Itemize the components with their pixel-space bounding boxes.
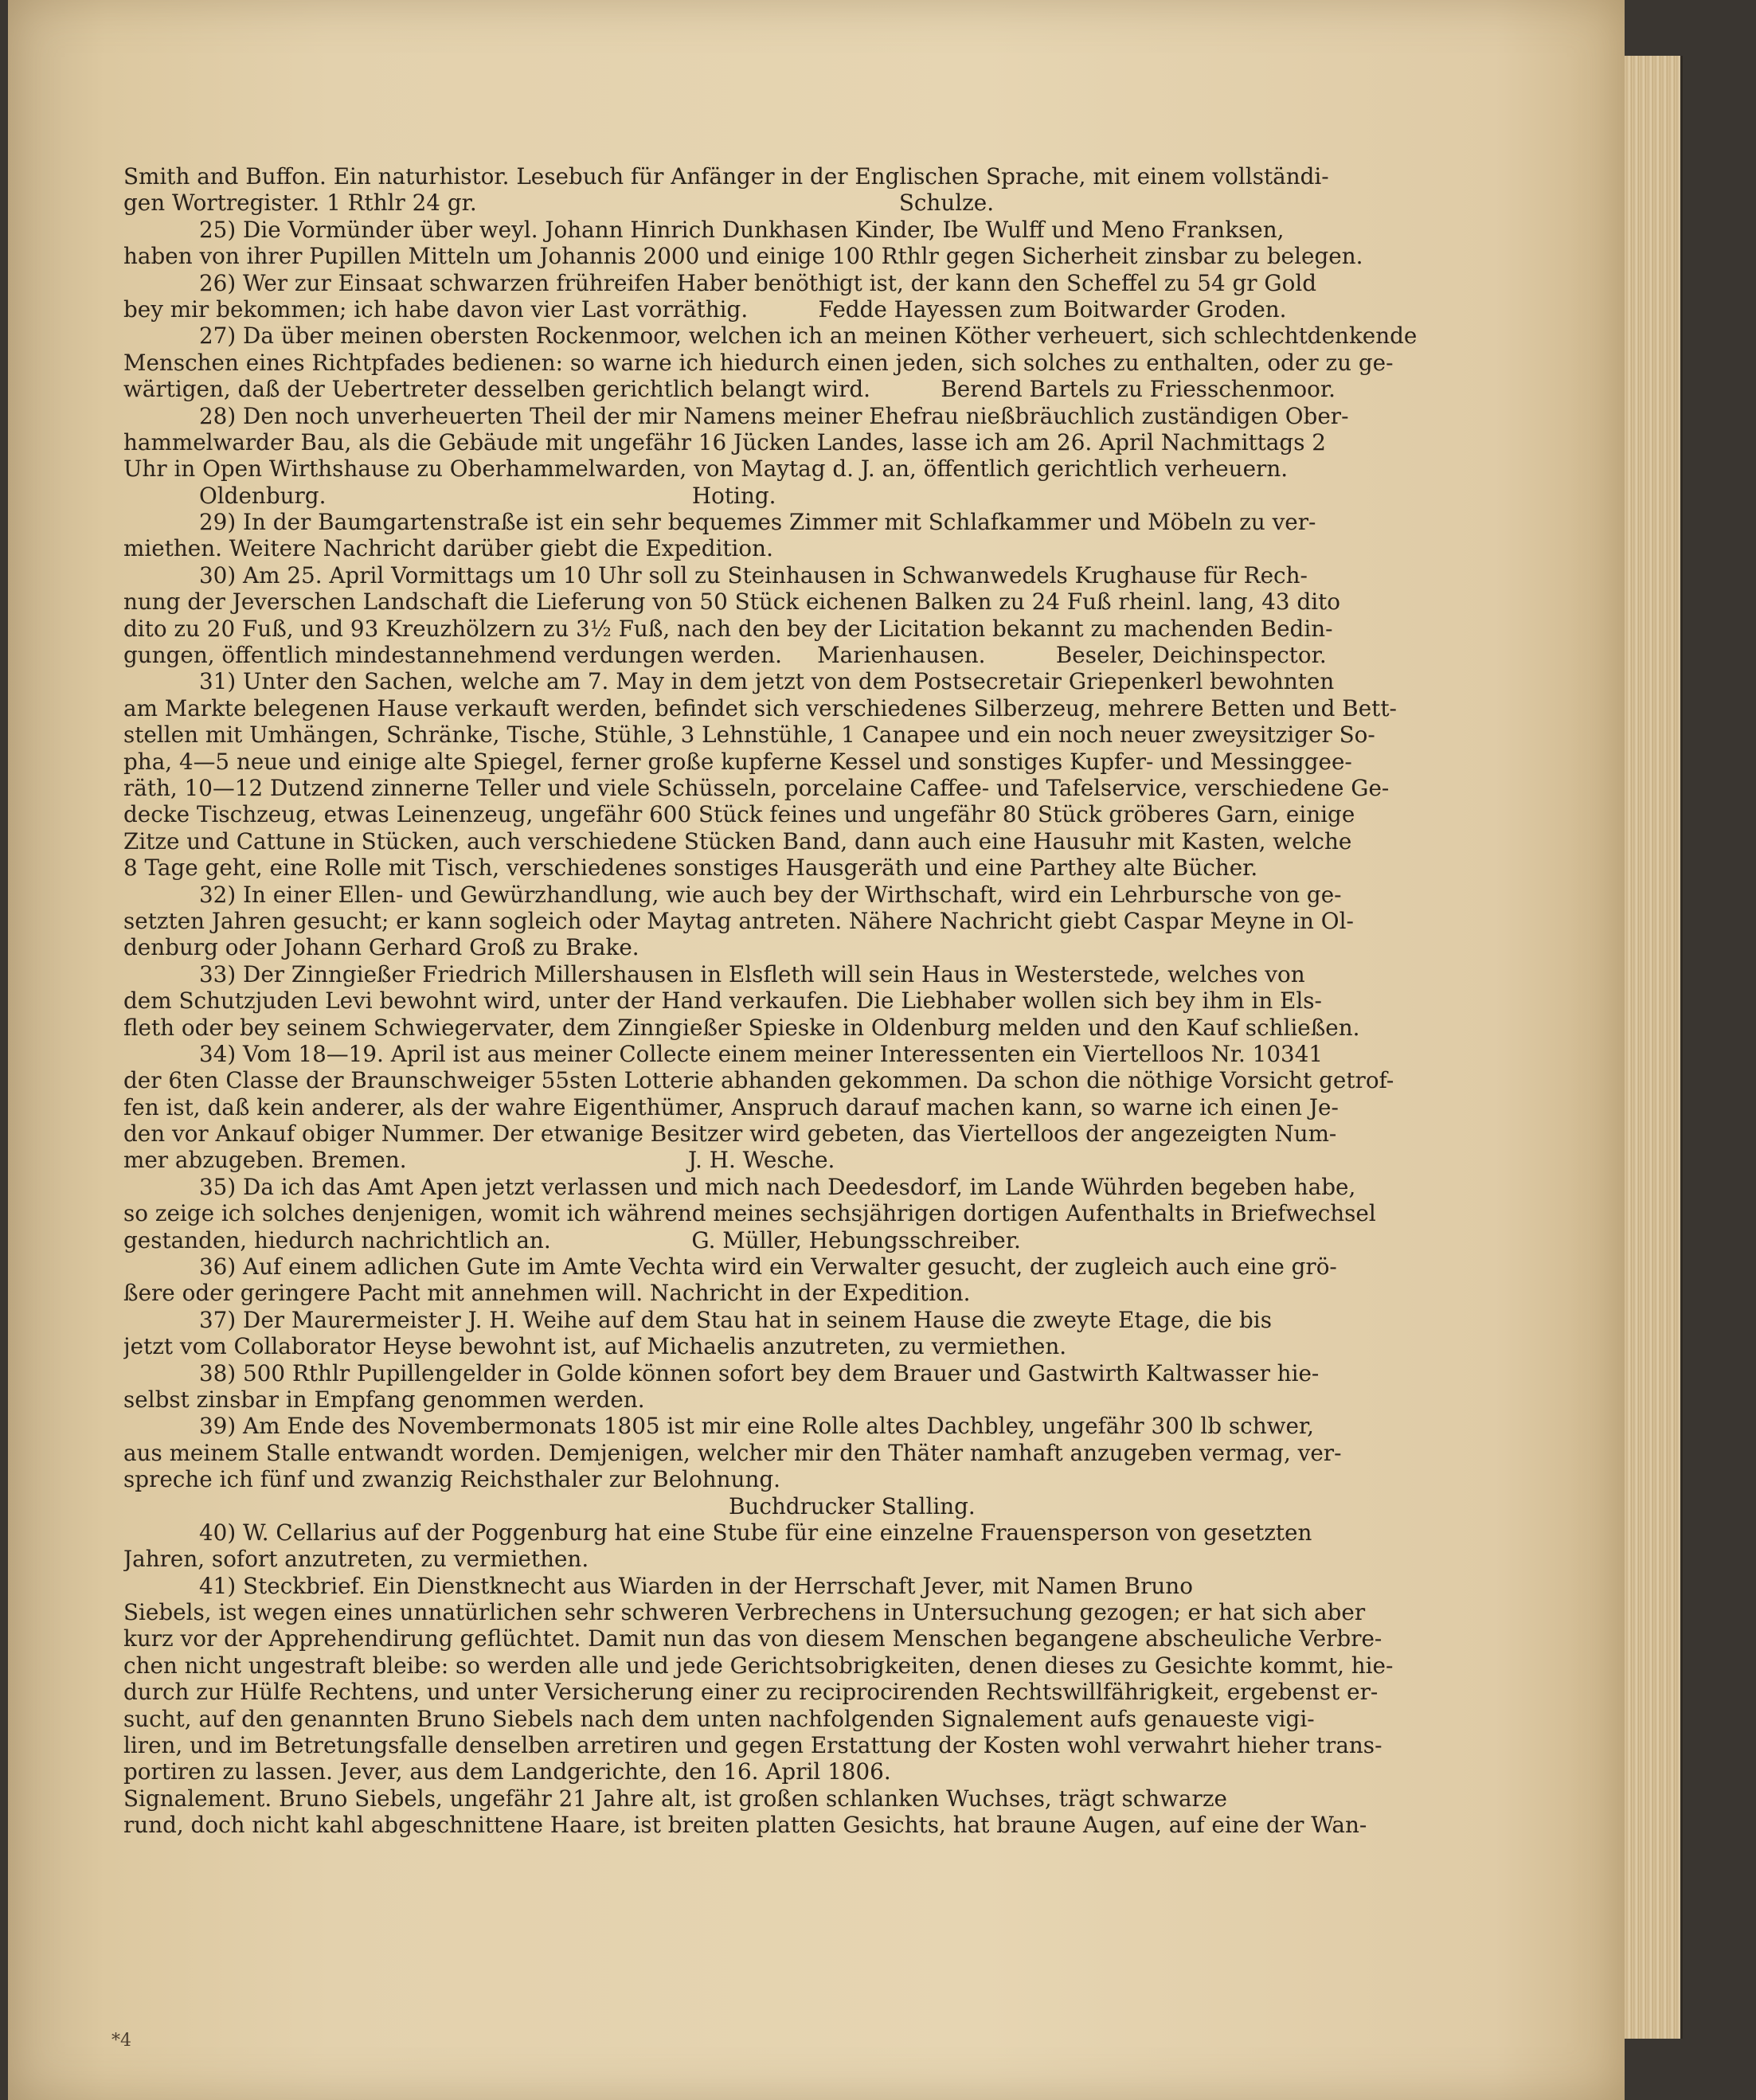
text-line: 34) Vom 18—19. April ist aus meiner Collecte einem meiner Interessenten ein Viertelloos Nr. 10341 bbox=[199, 1040, 1324, 1067]
page-fore-edge bbox=[1625, 56, 1683, 2039]
text-line: 32) In einer Ellen- und Gewürzhandlung, wie auch bey der Wirthschaft, wird ein Lehrbursche von ge- bbox=[199, 881, 1342, 908]
text-line: der 6ten Classe der Braunschweiger 55sten Lotterie abhanden gekommen. Da schon die nöthige Vorsicht getrof- bbox=[123, 1067, 1394, 1094]
text-line: Jahren, sofort anzutreten, zu vermiethen. bbox=[123, 1546, 589, 1573]
text-line: ßere oder geringere Pacht mit annehmen will. Nachricht in der Expedition. bbox=[123, 1280, 971, 1307]
text-line: Oldenburg. Hoting. bbox=[199, 482, 776, 509]
text-line: Zitze und Cattune in Stücken, auch verschiedene Stücken Band, dann auch eine Hausuhr mit Kasten, welche bbox=[123, 827, 1352, 854]
signature-line: Buchdrucker Stalling. bbox=[729, 1492, 976, 1519]
text-line: 35) Da ich das Amt Apen jetzt verlassen und mich nach Deedesdorf, im Lande Wührden begeben habe, bbox=[199, 1173, 1356, 1200]
text-line: 41) Steckbrief. Ein Dienstknecht aus Wiarden in der Herrschaft Jever, mit Namen Bruno bbox=[199, 1572, 1193, 1599]
text-line: jetzt vom Collaborator Heyse bewohnt ist, auf Michaelis anzutreten, zu vermiethen. bbox=[123, 1333, 1067, 1360]
text-line: rund, doch nicht kahl abgeschnittene Haare, ist breiten platten Gesichts, hat braune Augen, auf eine der Wan- bbox=[123, 1812, 1367, 1839]
text-line: Signalement. Bruno Siebels, ungefähr 21 Jahre alt, ist großen schlanken Wuchses, trägt schwarze bbox=[123, 1785, 1227, 1812]
text-line: wärtigen, daß der Uebertreter desselben gerichtlich belangt wird. Berend Bartels zu Friesschenmoor. bbox=[123, 376, 1336, 403]
text-line: sucht, auf den genannten Bruno Siebels nach dem unten nachfolgenden Signalement aufs genaueste vigi- bbox=[123, 1705, 1315, 1732]
text-line: 30) Am 25. April Vormittags um 10 Uhr soll zu Steinhausen in Schwanwedels Krughause für Rech- bbox=[199, 561, 1308, 589]
text-line: liren, und im Betretungsfalle denselben arretiren und gegen Erstattung der Kosten wohl verwahrt hieher trans- bbox=[123, 1732, 1383, 1759]
text-line: bey mir bekommen; ich habe davon vier Last vorräthig. Fedde Hayessen zum Boitwarder Groden. bbox=[123, 295, 1287, 323]
page-paper bbox=[8, 0, 1625, 2100]
text-block bbox=[123, 163, 1477, 1839]
text-line: dem Schutzjuden Levi bewohnt wird, unter der Hand verkaufen. Die Liebhaber wollen sich bey ihm in Els- bbox=[123, 987, 1322, 1015]
text-line: aus meinem Stalle entwandt worden. Demjenigen, welcher mir den Thäter namhaft anzugeben vermag, ver- bbox=[123, 1439, 1342, 1466]
text-line: gen Wortregister. 1 Rthlr 24 gr. Schulze. bbox=[123, 190, 995, 217]
text-line: 27) Da über meinen obersten Rockenmoor, welchen ich an meinen Köther verheuert, sich schlechtdenkende bbox=[199, 323, 1418, 350]
text-line: am Markte belegenen Hause verkauft werden, befindet sich verschiedenes Silberzeug, mehrere Betten und Bett- bbox=[123, 694, 1397, 722]
text-line: setzten Jahren gesucht; er kann sogleich oder Maytag antreten. Nähere Nachricht giebt Caspar Meyne in Ol- bbox=[123, 907, 1354, 934]
text-line: spreche ich fünf und zwanzig Reichsthaler zur Belohnung. bbox=[123, 1466, 781, 1493]
text-line: 40) W. Cellarius auf der Poggenburg hat eine Stube für eine einzelne Frauensperson von gesetzten bbox=[199, 1519, 1312, 1546]
text-line: miethen. Weitere Nachricht darüber giebt die Expedition. bbox=[123, 535, 773, 562]
text-line: selbst zinsbar in Empfang genommen werden. bbox=[123, 1386, 645, 1413]
text-line: Uhr in Open Wirthshause zu Oberhammelwarden, von Maytag d. J. an, öffentlich gerichtlich verheuern. bbox=[123, 456, 1289, 483]
text-line: kurz vor der Apprehendirung geflüchtet. Damit nun das von diesem Menschen begangene abscheuliche Verbre- bbox=[123, 1625, 1383, 1652]
text-line: stellen mit Umhängen, Schränke, Tische, Stühle, 3 Lehnstühle, 1 Canapee und ein noch neuer zweysitziger So- bbox=[123, 722, 1375, 749]
text-line: Siebels, ist wegen eines unnatürlichen sehr schweren Verbrechens in Untersuchung gezogen; er hat sich aber bbox=[123, 1599, 1366, 1626]
text-line: chen nicht ungestraft bleibe: so werden alle und jede Gerichtsobrigkeiten, denen dieses zu Gesichte kommt, hie- bbox=[123, 1652, 1394, 1679]
text-line: decke Tischzeug, etwas Leinenzeug, ungefähr 600 Stück feines und ungefähr 80 Stück gröberes Garn, einige bbox=[123, 801, 1355, 828]
text-line: Smith and Buffon. Ein naturhistor. Lesebuch für Anfänger in der Englischen Sprache, mit einem vollständi- bbox=[123, 163, 1329, 190]
text-line: so zeige ich solches denjenigen, womit ich während meines sechsjährigen dortigen Aufenthalts in Briefwechsel bbox=[123, 1200, 1376, 1227]
text-line: 39) Am Ende des Novembermonats 1805 ist mir eine Rolle altes Dachbley, ungefähr 300 lb schwer, bbox=[199, 1413, 1314, 1440]
text-line: 29) In der Baumgartenstraße ist ein sehr bequemes Zimmer mit Schlafkammer und Möbeln zu ver- bbox=[199, 509, 1316, 536]
text-line: den vor Ankauf obiger Nummer. Der etwanige Besitzer wird gebeten, das Viertelloos der angezeigten Num- bbox=[123, 1120, 1337, 1148]
folio-mark: *4 bbox=[111, 2031, 131, 2051]
text-line: 25) Die Vormünder über weyl. Johann Hinrich Dunkhasen Kinder, Ibe Wulff und Meno Franksen, bbox=[199, 216, 1285, 243]
text-line: räth, 10—12 Dutzend zinnerne Teller und viele Schüsseln, porcelaine Caffee- und Tafelservice, verschiedene Ge- bbox=[123, 774, 1390, 801]
text-line: 28) Den noch unverheuerten Theil der mir Namens meiner Ehefrau nießbräuchlich zuständigen Ober- bbox=[199, 402, 1349, 429]
text-line: haben von ihrer Pupillen Mitteln um Johannis 2000 und einige 100 Rthlr gegen Sicherheit zinsbar zu belegen. bbox=[123, 243, 1363, 270]
text-line: dito zu 20 Fuß, und 93 Kreuzhölzern zu 3½ Fuß, nach den bey der Licitation bekannt zu machenden Bedin- bbox=[123, 615, 1333, 642]
text-line: Menschen eines Richtpfades bedienen: so warne ich hiedurch einen jeden, sich solches zu enthalten, oder zu ge- bbox=[123, 349, 1394, 376]
text-line: 8 Tage geht, eine Rolle mit Tisch, verschiedenes sonstiges Hausgeräth und eine Parthey alte Bücher. bbox=[123, 854, 1258, 882]
text-line: gungen, öffentlich mindestannehmend verdungen werden. Marienhausen. Beseler, Deichinspector. bbox=[123, 642, 1327, 669]
text-line: denburg oder Johann Gerhard Groß zu Brake. bbox=[123, 934, 639, 961]
text-line: 26) Wer zur Einsaat schwarzen frühreifen Haber benöthigt ist, der kann den Scheffel zu 54 gr Gold bbox=[199, 269, 1317, 296]
text-line: durch zur Hülfe Rechtens, und unter Versicherung einer zu reciprocirenden Rechtswillfährigkeit, ergebenst er- bbox=[123, 1679, 1379, 1706]
text-line: pha, 4—5 neue und einige alte Spiegel, ferner große kupferne Kessel und sonstiges Kupfer- und Messinggee- bbox=[123, 748, 1352, 775]
text-line: 33) Der Zinngießer Friedrich Millershausen in Elsfleth will sein Haus in Westerstede, welches von bbox=[199, 960, 1305, 987]
text-line: gestanden, hiedurch nachrichtlich an. G. Müller, Hebungsschreiber. bbox=[123, 1226, 1021, 1253]
text-line: fen ist, daß kein anderer, als der wahre Eigenthümer, Anspruch darauf machen kann, so warne ich einen Je- bbox=[123, 1093, 1339, 1120]
text-line: fleth oder bey seinem Schwiegervater, dem Zinngießer Spieske in Oldenburg melden und den Kauf schließen. bbox=[123, 1014, 1360, 1041]
text-line: 37) Der Maurermeister J. H. Weihe auf dem Stau hat in seinem Hause die zweyte Etage, die bis bbox=[199, 1306, 1272, 1333]
text-line: 36) Auf einem adlichen Gute im Amte Vechta wird ein Verwalter gesucht, der zugleich auch eine grö- bbox=[199, 1253, 1337, 1281]
text-line: 31) Unter den Sachen, welche am 7. May in dem jetzt von dem Postsecretair Griepenkerl bewohnten bbox=[199, 668, 1335, 695]
text-line: 38) 500 Rthlr Pupillengelder in Golde können sofort bey dem Brauer und Gastwirth Kaltwasser hie- bbox=[199, 1359, 1320, 1386]
text-line: nung der Jeverschen Landschaft die Lieferung von 50 Stück eichenen Balken zu 24 Fuß rheinl. lang, 43 dito bbox=[123, 589, 1341, 616]
text-line: mer abzugeben. Bremen. J. H. Wesche. bbox=[123, 1147, 835, 1174]
text-line: hammelwarder Bau, als die Gebäude mit ungefähr 16 Jücken Landes, lasse ich am 26. April Nachmittags 2 bbox=[123, 428, 1326, 456]
text-line: portiren zu lassen. Jever, aus dem Landgerichte, den 16. April 1806. bbox=[123, 1758, 891, 1785]
